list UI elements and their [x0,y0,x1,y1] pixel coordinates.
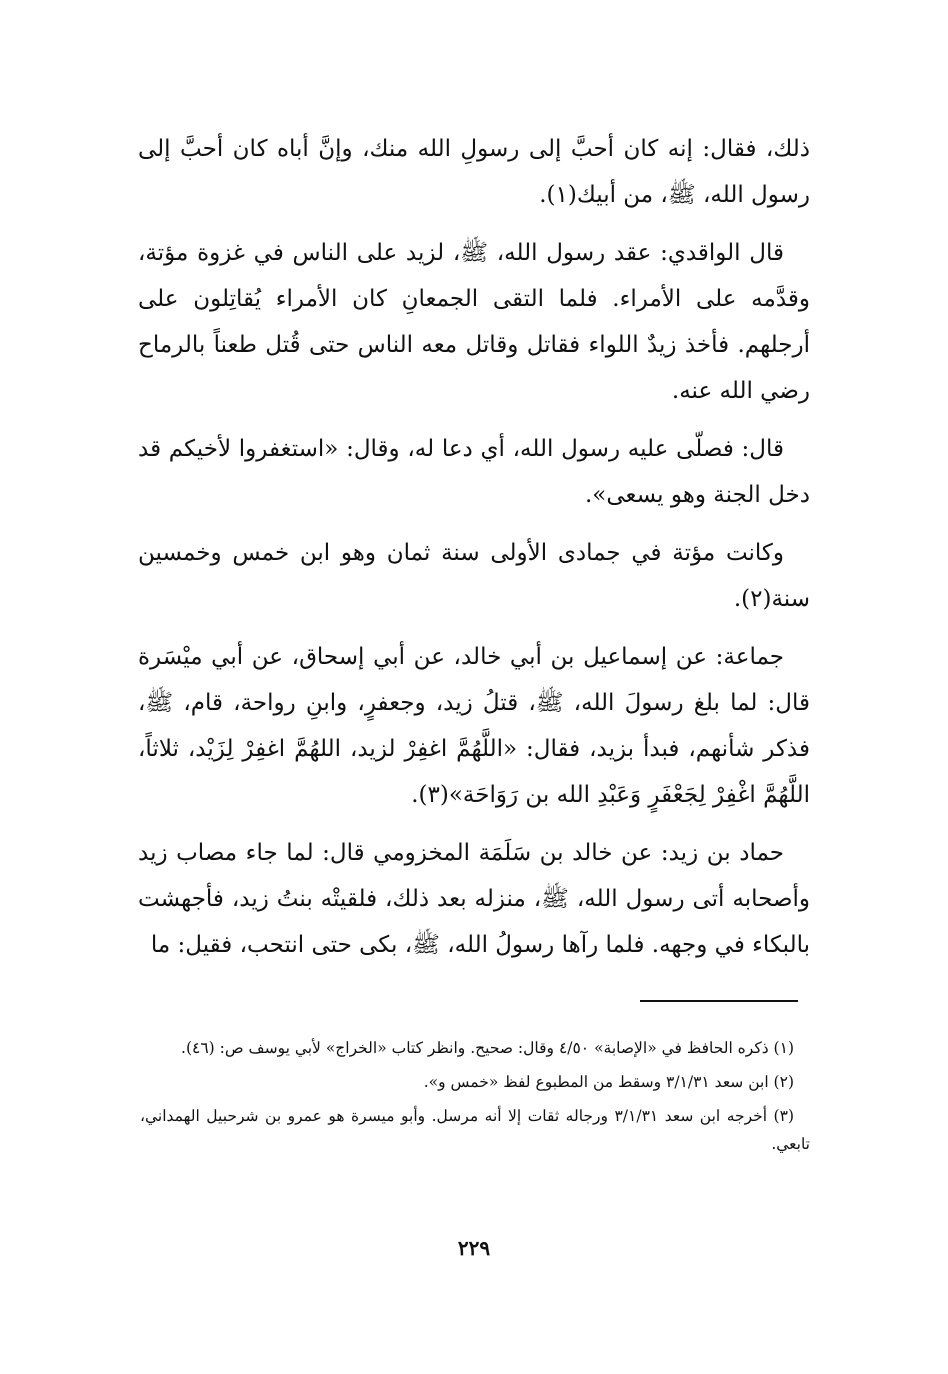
paragraph-1: ذلك، فقال: إنه كان أحبَّ إلى رسولِ الله منك، وإنَّ أباه كان أحبَّ إلى رسول الله، ﷺ، من أبيك(١). [138,136,810,208]
footnotes [140,1034,810,1164]
footnote-2: (٢) ابن سعد ٣/١/٣١ وسقط من المطبوع لفظ «خمس و». [423,1073,794,1091]
paragraph-4: وكانت مؤتة في جمادى الأولى سنة ثمان وهو ابن خمس وخمسين سنة(٢). [138,540,810,612]
paragraph-3: قال: فصلّى عليه رسول الله، أي دعا له، وقال: «استغفروا لأخيكم قد دخل الجنة وهو يسعى». [138,436,810,508]
main-text [138,126,810,980]
paragraph-5: جماعة: عن إسماعيل بن أبي خالد، عن أبي إسحاق، عن أبي ميْسَرة قال: لما بلغ رسولَ الله، ﷺ، قتلُ زيد، وجعفرٍ، وابنِ رواحة، قام، ﷺ، فذكر شأنهم، فبدأ بزيد، فقال: «اللَّهُمَّ اغفِرْ لزيد، اللهُمَّ اغفِرْ لِزَيْد، ثلاثاً، اللَّهُمَّ اغْفِرْ لِجَعْفَرٍ وَعَبْدِ الله بن رَوَاحَة»(٣). [138,644,810,808]
paragraph-2: قال الواقدي: عقد رسول الله، ﷺ، لزيد على الناس في غزوة مؤتة، وقدَّمه على الأمراء. فلما التقى الجمعانِ كان الأمراء يُقاتِلون على أرجلهم. فأخذ زيدٌ اللواء فقاتل وقاتل معه الناس حتى قُتل طعناً بالرماح رضي الله عنه. [138,240,810,404]
footnote-3: (٣) أخرجه ابن سعد ٣/١/٣١ ورجاله ثقات إلا أنه مرسل. وأبو ميسرة هو عمرو بن شرحبيل الهمداني، تابعي. [140,1107,810,1153]
footnote-1: (١) ذكره الحافظ في «الإصابة» ٤/٥٠ وقال: صحيح. وانظر كتاب «الخراج» لأبي يوسف ص: (٤٦). [181,1039,794,1057]
paragraph-6: حماد بن زيد: عن خالد بن سَلَمَة المخزومي قال: لما جاء مصاب زيد وأصحابه أتى رسول الله، ﷺ، منزله بعد ذلك، فلقيتْه بنتُ زيد، فأجهشت بالبكاء في وجهه. فلما رآها رسولُ الله، ﷺ، بكى حتى انتحب، فقيل: ما [138,840,810,958]
page-number: ٢٢٩ [457,1236,491,1260]
footnote-separator [640,1000,798,1002]
